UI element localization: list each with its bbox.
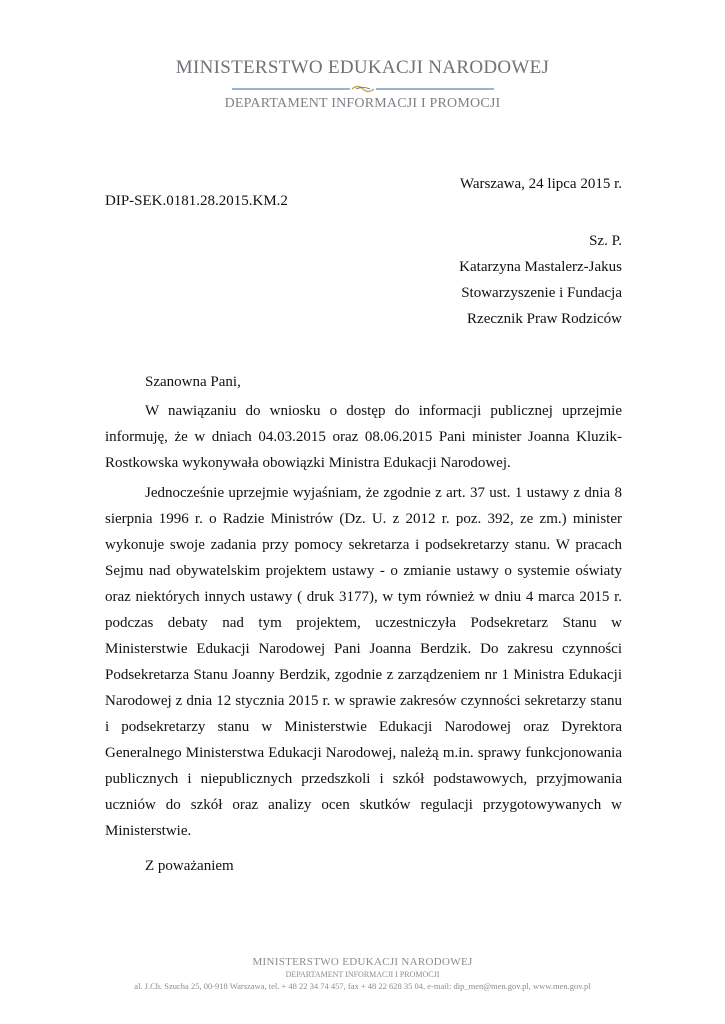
body-paragraph: Jednocześnie uprzejmie wyjaśniam, że zgodnie z art. 37 ust. 1 ustawy z dnia 8 sierpnia 1996 r. o Radzie Ministrów (Dz. U. z 2012 r. poz. 392, ze zm.) minister wykonuje swoje zadania przy pomocy sekretarza i podsekretarzy stanu. W pracach Sejmu nad obywatelskim projektem ustawy - o zmianie ustawy o systemie oświaty oraz niektórych innych ustawy ( druk 3177), w tym również w dniu 4 marca 2015 r. podczas debaty nad tym projektem, uczestniczyła Podsekretarz Stanu w Ministerstwie Edukacji Narodowej Pani Joanna Berdzik. Do zakresu czynności Podsekretarza Stanu Joanny Berdzik, zgodnie z zarządzeniem nr 1 Ministra Edukacji Narodowej z dnia 12 stycznia 2015 r. w sprawie zakresów czynności sekretarzy stanu i podsekretarzy stanu w Ministerstwie Edukacji Narodowej oraz Dyrektora Generalnego Ministerstwa Edukacji Narodowej, należą m.in. sprawy funkcjonowania publicznych i niepublicznych przedszkoli i szkół podstawowych, przyjmowania uczniów do szkół oraz analizy ocen skutków regulacji przygotowywanych w Ministerstwie. — [105, 485, 622, 839]
recipient-line: Rzecznik Praw Rodziców — [467, 311, 622, 327]
footer-department: DEPARTAMENT INFORMACJI I PROMOCJI — [285, 970, 440, 979]
footer-address: al. J.Ch. Szucha 25, 00-918 Warszawa, tel. + 48 22 34 74 457, fax + 48 22 628 35 04, e-mail: dip_men@men.gov.pl, www.men.gov.pl — [134, 981, 591, 991]
body-paragraph: W nawiązaniu do wniosku o dostęp do informacji publicznej uprzejmie informuję, że w dniach 04.03.2015 oraz 08.06.2015 Pani minister Joanna Kluzik-Rostkowska wykonywała obowiązki Ministra Edukacji Narodowej. — [105, 403, 622, 471]
footer-ministry: MINISTERSTWO EDUKACJI NARODOWEJ — [252, 956, 473, 968]
letter-date: Warszawa, 24 lipca 2015 r. — [459, 176, 622, 192]
recipient-line: Stowarzyszenie i Fundacja — [461, 285, 622, 301]
closing: Z poważaniem — [145, 858, 234, 874]
reference-number: DIP-SEK.0181.28.2015.KM.2 — [105, 193, 288, 209]
letterhead-ministry: MINISTERSTWO EDUKACJI NARODOWEJ — [175, 57, 550, 78]
recipient-line: Sz. P. — [589, 233, 622, 249]
letterhead-ornament-icon — [232, 84, 494, 94]
letter-body — [105, 398, 622, 848]
letterhead-department: DEPARTAMENT INFORMACJI I PROMOCJI — [224, 96, 501, 111]
recipient-block — [459, 228, 622, 332]
salutation: Szanowna Pani, — [145, 374, 241, 390]
recipient-line: Katarzyna Mastalerz-Jakus — [459, 259, 622, 275]
